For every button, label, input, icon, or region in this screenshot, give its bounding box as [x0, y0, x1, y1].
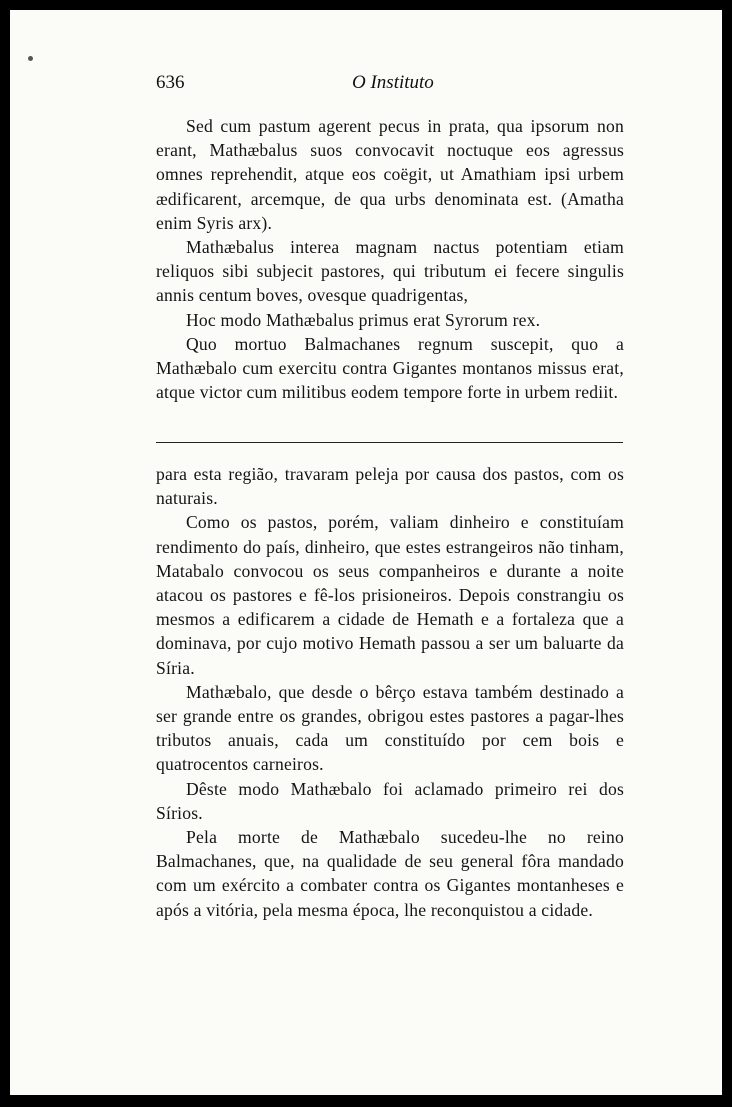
portuguese-paragraph: Pela morte de Mathæbalo sucedeu-lhe no reino Balmachanes, que, na qualidade de seu general fôra mandado com um exército a combater contra os Gigantes montanheses e após a vitória, pela mesma época, lhe reconquistou a cidade.	[156, 827, 624, 920]
portuguese-paragraph: Dêste modo Mathæbalo foi aclamado primeiro rei dos Sírios.	[156, 778, 624, 823]
latin-paragraph: Mathæbalus interea magnam nactus potentiam etiam reliquos sibi subjecit pastores, qui tributum ei fecere singulis annis centum boves, ovesque quadrigentas,	[156, 237, 624, 306]
latin-text-block	[156, 114, 624, 404]
portuguese-continuation: para esta região, travaram peleja por causa dos pastos, com os naturais.	[156, 464, 624, 509]
page-header	[156, 72, 596, 102]
portuguese-text-block	[156, 462, 624, 922]
latin-paragraph: Quo mortuo Balmachanes regnum suscepit, quo a Mathæbalo cum exercitu contra Gigantes montanos missus erat, atque victor cum militibus eodem tempore forte in urbem rediit.	[156, 333, 624, 403]
page-number: 636	[156, 72, 185, 93]
book-page	[10, 10, 722, 1095]
portuguese-paragraph: Mathæbalo, que desde o bêrço estava também destinado a ser grande entre os grandes, obrigou estes pastores a pagar-lhes tributos anuais, cada um constituído por cem bois e quatrocentos carneiros.	[156, 681, 624, 775]
latin-paragraph: Hoc modo Mathæbalus primus erat Syrorum rex.	[186, 309, 541, 330]
portuguese-paragraph: Como os pastos, porém, valiam dinheiro e constituíam rendimento do país, dinheiro, que estes estrangeiros não tinham, Matabalo convocou os seus companheiros e durante a noite atacou os pastores e fê-los prisioneiros. Depois constrangiu os mesmos a edificarem a cidade de Hemath e a fortaleza que a dominava, por cujo motivo Hemath passou a ser um baluarte da Síria.	[156, 512, 624, 678]
latin-paragraph: Sed cum pastum agerent pecus in prata, qua ipsorum non erant, Mathæbalus suos convocavit noctuque eos agressus omnes reprehendit, atque eos coëgit, ut Amathiam ipsi urbem ædificarent, arcemque, de qua urbs denominata est. (Amatha enim Syris arx).	[156, 116, 624, 233]
scan-speck	[28, 56, 33, 61]
section-divider	[156, 442, 623, 443]
running-title: O Instituto	[352, 72, 434, 93]
